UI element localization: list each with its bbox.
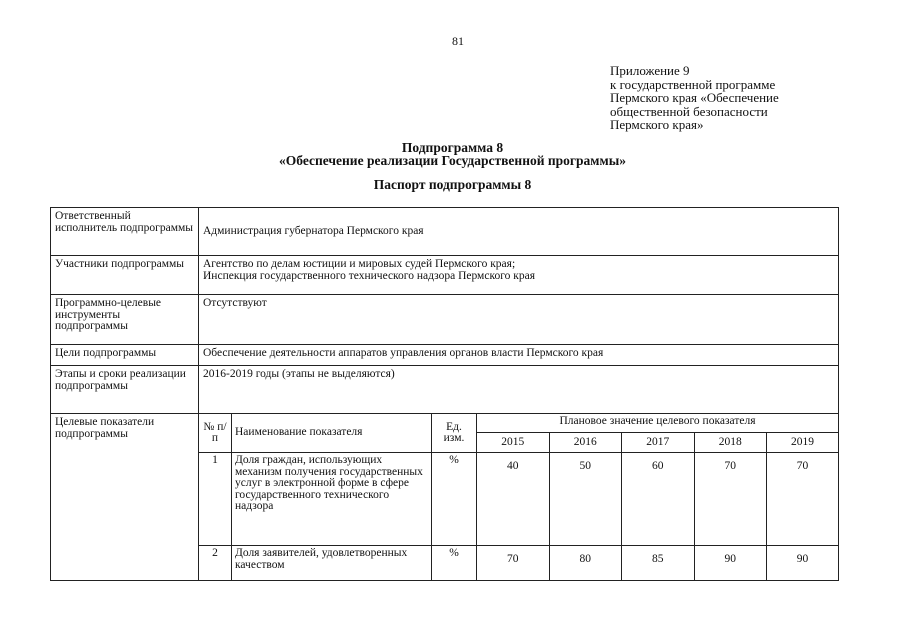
- indicator-name: Доля заявителей, удовлетворенных качеством: [232, 546, 432, 581]
- appendix-line: Пермского края «Обеспечение: [610, 90, 779, 105]
- appendix-line: к государственной программе: [610, 76, 776, 92]
- passport-row: [51, 295, 839, 345]
- indicator-value: 60: [622, 453, 695, 546]
- indicator-value: 50: [549, 453, 622, 546]
- appendix-line: Приложение 9: [610, 63, 690, 78]
- passport-table: [50, 207, 839, 581]
- row-value: Обеспечение деятельности аппаратов управления органов власти Пермского края: [199, 345, 839, 366]
- indicator-value: 85: [622, 546, 695, 581]
- row-label: Ответственный исполнитель подпрограммы: [51, 208, 199, 256]
- value-line: Инспекция государственного технического надзора Пермского края: [203, 269, 535, 282]
- col-name-header: Наименование показателя: [232, 414, 432, 453]
- year-header: 2019: [767, 433, 838, 453]
- indicator-row: [199, 453, 838, 546]
- indicator-row: [199, 546, 838, 581]
- appendix-line: Пермского края»: [610, 117, 704, 132]
- indicator-value: 90: [694, 546, 767, 581]
- year-header: 2017: [622, 433, 695, 453]
- indicator-unit: %: [432, 453, 477, 546]
- indicators-table: [199, 414, 838, 580]
- indicator-value: 70: [477, 546, 550, 581]
- indicator-unit: %: [432, 546, 477, 581]
- row-value: [199, 256, 839, 295]
- indicator-value: 70: [767, 453, 838, 546]
- page-number: 81: [452, 34, 464, 48]
- year-header: 2015: [477, 433, 550, 453]
- row-label: Целевые показатели подпрограммы: [51, 414, 199, 581]
- year-header: 2018: [694, 433, 767, 453]
- indicator-value: 80: [549, 546, 622, 581]
- indicator-num: 1: [199, 453, 232, 546]
- col-num-header: № п/п: [199, 414, 232, 453]
- subprogram-subtitle: «Обеспечение реализации Государственной программы»: [279, 153, 626, 168]
- passport-row: [51, 208, 839, 256]
- subprogram-title: Подпрограмма 8: [401, 140, 504, 155]
- row-label: Цели подпрограммы: [51, 345, 199, 366]
- indicators-cell: [199, 414, 839, 581]
- year-header: 2016: [549, 433, 622, 453]
- indicators-header-row: [199, 414, 838, 433]
- row-value: 2016-2019 годы (этапы не выделяются): [199, 366, 839, 414]
- passport-row: [51, 345, 839, 366]
- indicator-num: 2: [199, 546, 232, 581]
- row-label: Этапы и сроки реализации подпрограммы: [51, 366, 199, 414]
- col-unit-header: Ед. изм.: [432, 414, 477, 453]
- appendix-line: общественной безопасности: [610, 103, 768, 119]
- col-group-header: Плановое значение целевого показателя: [477, 414, 839, 433]
- passport-title: Паспорт подпрограммы 8: [373, 177, 532, 192]
- row-value: Отсутствуют: [199, 295, 839, 345]
- value-line: Агентство по делам юстиции и мировых судей Пермского края;: [203, 258, 516, 270]
- indicator-value: 90: [767, 546, 838, 581]
- passport-row: [51, 366, 839, 414]
- indicator-name: Доля граждан, использующих механизм получения государственных услуг в электронной форме в сфере государственного технического надзора: [232, 453, 432, 546]
- indicator-value: 70: [694, 453, 767, 546]
- passport-row: [51, 256, 839, 295]
- row-label: Программно-целевые инструменты подпрограммы: [51, 295, 199, 345]
- row-label: Участники подпрограммы: [51, 256, 199, 295]
- indicator-value: 40: [477, 453, 550, 546]
- passport-row: [51, 414, 839, 581]
- row-value: Администрация губернатора Пермского края: [199, 208, 839, 256]
- appendix-note: [610, 64, 779, 132]
